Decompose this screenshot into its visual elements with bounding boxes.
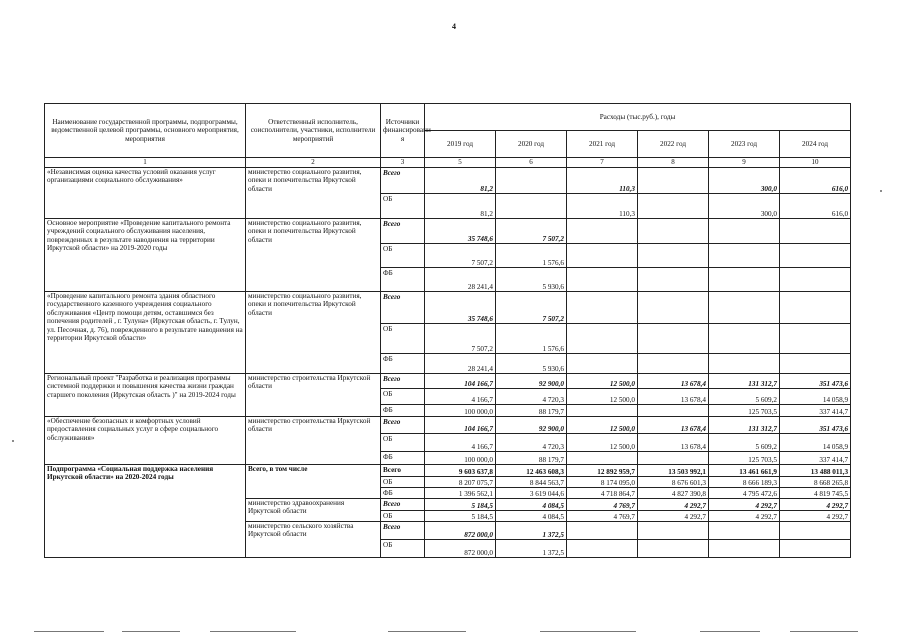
amount-cell: 8 668 265,8 (780, 477, 851, 488)
amount-cell: 300,0 (709, 194, 780, 219)
amount-cell: 13 678,4 (638, 374, 709, 389)
amount-cell: 4 827 390,8 (638, 488, 709, 499)
amount-cell: 131 312,7 (709, 417, 780, 434)
funding-source-cell: ФБ (381, 405, 425, 417)
amount-cell: 351 473,6 (780, 374, 851, 389)
executor-cell: министерство сельского хозяйства Иркутской области (246, 522, 381, 558)
scan-artifact (122, 631, 180, 632)
amount-cell: 81,2 (425, 194, 496, 219)
amount-cell: 5 609,2 (709, 389, 780, 405)
amount-cell (780, 219, 851, 244)
amount-cell (780, 244, 851, 268)
amount-cell: 100 000,0 (425, 405, 496, 417)
column-number: 10 (780, 158, 851, 168)
amount-cell (638, 219, 709, 244)
funding-source-cell: ОБ (381, 194, 425, 219)
funding-source-cell: Всего (381, 219, 425, 244)
amount-cell: 1 576,6 (496, 244, 567, 268)
amount-cell: 13 488 011,3 (780, 465, 851, 477)
amount-cell: 131 312,7 (709, 374, 780, 389)
amount-cell: 5 930,6 (496, 354, 567, 374)
amount-cell: 300,0 (709, 168, 780, 194)
amount-cell: 4 795 472,6 (709, 488, 780, 499)
amount-cell: 351 473,6 (780, 417, 851, 434)
amount-cell: 616,0 (780, 168, 851, 194)
amount-cell: 8 666 189,3 (709, 477, 780, 488)
amount-cell: 872 000,0 (425, 540, 496, 558)
amount-cell: 5 184,5 (425, 511, 496, 522)
amount-cell (780, 324, 851, 354)
amount-cell: 35 748,6 (425, 219, 496, 244)
amount-cell: 28 241,4 (425, 354, 496, 374)
column-number: 1 (45, 158, 246, 168)
amount-cell: 100 000,0 (425, 452, 496, 465)
scan-artifact (388, 631, 466, 632)
funding-source-cell: Всего (381, 292, 425, 324)
amount-cell (567, 268, 638, 292)
amount-cell (567, 540, 638, 558)
amount-cell (567, 324, 638, 354)
executor-cell: министерство социального развития, опеки и попечительства Иркутской области (246, 168, 381, 219)
amount-cell: 12 500,0 (567, 389, 638, 405)
amount-cell: 12 500,0 (567, 417, 638, 434)
column-number: 3 (381, 158, 425, 168)
header-year: 2022 год (638, 131, 709, 158)
funding-source-cell: ОБ (381, 244, 425, 268)
amount-cell (567, 522, 638, 540)
amount-cell: 28 241,4 (425, 268, 496, 292)
amount-cell: 4 292,7 (638, 511, 709, 522)
amount-cell (780, 522, 851, 540)
funding-source-cell: Всего (381, 465, 425, 477)
amount-cell (638, 244, 709, 268)
header-year: 2021 год (567, 131, 638, 158)
program-name-cell: «Обеспечение безопасных и комфортных условий предоставления социальных услуг в сфере социального обслуживания» (45, 417, 246, 465)
amount-cell (638, 168, 709, 194)
amount-cell: 7 507,2 (425, 244, 496, 268)
amount-cell (780, 268, 851, 292)
funding-source-cell: ОБ (381, 434, 425, 452)
scan-artifact (540, 631, 636, 632)
column-number: 7 (567, 158, 638, 168)
amount-cell: 13 678,4 (638, 417, 709, 434)
amount-cell: 1 396 562,1 (425, 488, 496, 499)
amount-cell: 4 718 864,7 (567, 488, 638, 499)
column-number: 5 (425, 158, 496, 168)
page-number: 4 (452, 22, 456, 31)
amount-cell: 8 207 075,7 (425, 477, 496, 488)
funding-source-cell: Всего (381, 374, 425, 389)
amount-cell: 9 603 637,8 (425, 465, 496, 477)
amount-cell: 7 507,2 (496, 292, 567, 324)
header-source: Источники финансировани я (381, 104, 425, 158)
amount-cell: 8 676 601,3 (638, 477, 709, 488)
amount-cell (709, 244, 780, 268)
amount-cell (638, 522, 709, 540)
executor-cell: министерство здравоохранения Иркутской области (246, 499, 381, 522)
amount-cell: 4 292,7 (780, 511, 851, 522)
amount-cell (709, 354, 780, 374)
header-year: 2019 год (425, 131, 496, 158)
scan-artifact (700, 631, 760, 632)
amount-cell (638, 354, 709, 374)
amount-cell: 5 609,2 (709, 434, 780, 452)
funding-source-cell: Всего (381, 417, 425, 434)
amount-cell: 4 292,7 (638, 499, 709, 511)
amount-cell: 4 084,5 (496, 511, 567, 522)
amount-cell: 1 372,5 (496, 522, 567, 540)
scan-artifact (12, 440, 14, 442)
amount-cell (567, 292, 638, 324)
funding-source-cell: ФБ (381, 354, 425, 374)
amount-cell: 12 500,0 (567, 434, 638, 452)
amount-cell (638, 292, 709, 324)
amount-cell (638, 540, 709, 558)
amount-cell: 7 507,2 (425, 324, 496, 354)
amount-cell: 125 703,5 (709, 452, 780, 465)
funding-source-cell: ОБ (381, 324, 425, 354)
amount-cell: 81,2 (425, 168, 496, 194)
amount-cell (709, 268, 780, 292)
executor-cell: министерство строительства Иркутской области (246, 374, 381, 417)
amount-cell: 13 503 992,1 (638, 465, 709, 477)
amount-cell (496, 194, 567, 219)
amount-cell: 4 720,3 (496, 389, 567, 405)
column-number: 8 (638, 158, 709, 168)
program-name-cell: Региональный проект "Разработка и реализация программы системной поддержки и повышения качества жизни граждан старшего поколения (Иркутская область )" на 2019-2024 годы (45, 374, 246, 417)
executor-cell: министерство социального развития, опеки и попечительства Иркутской области (246, 219, 381, 292)
amount-cell (638, 194, 709, 219)
funding-source-cell: ФБ (381, 452, 425, 465)
expenses-table (44, 103, 851, 558)
amount-cell: 110,3 (567, 194, 638, 219)
amount-cell (567, 219, 638, 244)
scan-artifact (790, 631, 858, 632)
amount-cell: 4 769,7 (567, 499, 638, 511)
amount-cell: 5 184,5 (425, 499, 496, 511)
amount-cell (709, 522, 780, 540)
amount-cell: 5 930,6 (496, 268, 567, 292)
funding-source-cell: ОБ (381, 540, 425, 558)
program-name-cell: Основное мероприятие «Проведение капитального ремонта учреждений социального обслуживания населения, поврежденных в результате наводнения на территории Иркутской области» на 2019-2020 годы (45, 219, 246, 292)
funding-source-cell: Всего (381, 522, 425, 540)
amount-cell: 14 058,9 (780, 389, 851, 405)
amount-cell: 1 576,6 (496, 324, 567, 354)
amount-cell: 104 166,7 (425, 417, 496, 434)
executor-cell: Всего, в том числе (246, 465, 381, 499)
amount-cell: 125 703,5 (709, 405, 780, 417)
amount-cell (780, 292, 851, 324)
amount-cell: 88 179,7 (496, 405, 567, 417)
amount-cell (709, 324, 780, 354)
amount-cell (567, 405, 638, 417)
amount-cell (567, 452, 638, 465)
amount-cell: 92 900,0 (496, 374, 567, 389)
amount-cell: 4 166,7 (425, 389, 496, 405)
amount-cell (709, 540, 780, 558)
amount-cell: 13 461 661,9 (709, 465, 780, 477)
funding-source-cell: ОБ (381, 389, 425, 405)
amount-cell: 13 678,4 (638, 389, 709, 405)
header-year: 2023 год (709, 131, 780, 158)
funding-source-cell: ФБ (381, 488, 425, 499)
header-year: 2024 год (780, 131, 851, 158)
amount-cell: 337 414,7 (780, 452, 851, 465)
amount-cell: 4 292,7 (780, 499, 851, 511)
amount-cell: 872 000,0 (425, 522, 496, 540)
amount-cell: 7 507,2 (496, 219, 567, 244)
amount-cell (567, 354, 638, 374)
scan-artifact (210, 631, 296, 632)
header-executor: Ответственный исполнитель, соисполнители, участники, исполнители мероприятий (246, 104, 381, 158)
amount-cell: 14 058,9 (780, 434, 851, 452)
funding-source-cell: Всего (381, 499, 425, 511)
column-number: 2 (246, 158, 381, 168)
amount-cell: 104 166,7 (425, 374, 496, 389)
amount-cell (780, 354, 851, 374)
amount-cell: 4 769,7 (567, 511, 638, 522)
funding-source-cell: ОБ (381, 477, 425, 488)
amount-cell: 4 292,7 (709, 499, 780, 511)
amount-cell (638, 452, 709, 465)
amount-cell: 3 619 044,6 (496, 488, 567, 499)
amount-cell: 4 720,3 (496, 434, 567, 452)
amount-cell: 337 414,7 (780, 405, 851, 417)
amount-cell (709, 219, 780, 244)
program-name-cell: «Проведение капитального ремонта здания областного государственного казенного учреждения социального обслуживания «Центр помощи детям, оставшимся без попечения родителей , г. Тулуна» (Иркутская область, г. Тулун, ул. Песочная, д. 76), поврежденного в результате наводнения на территории Иркутской области» (45, 292, 246, 374)
scan-artifact (880, 190, 882, 192)
executor-cell: министерство строительства Иркутской области (246, 417, 381, 465)
amount-cell: 88 179,7 (496, 452, 567, 465)
amount-cell (780, 540, 851, 558)
column-number: 6 (496, 158, 567, 168)
program-name-cell: «Независимая оценка качества условий оказания услуг организациями социального обслуживания» (45, 168, 246, 219)
header-expenses: Расходы (тыс.руб.), годы (425, 104, 851, 131)
amount-cell: 12 892 959,7 (567, 465, 638, 477)
amount-cell: 4 084,5 (496, 499, 567, 511)
amount-cell (567, 244, 638, 268)
amount-cell (709, 292, 780, 324)
column-number: 9 (709, 158, 780, 168)
amount-cell: 4 292,7 (709, 511, 780, 522)
amount-cell (496, 168, 567, 194)
subprogram-name-cell: Подпрограмма «Социальная поддержка населения Иркутской области» на 2020-2024 годы (45, 465, 246, 558)
amount-cell: 1 372,5 (496, 540, 567, 558)
amount-cell (638, 405, 709, 417)
header-name: Наименование государственной программы, подпрограммы, ведомственной целевой программы, основного мероприятия, мероприятия (45, 104, 246, 158)
amount-cell: 12 463 608,3 (496, 465, 567, 477)
amount-cell: 8 844 563,7 (496, 477, 567, 488)
amount-cell (638, 324, 709, 354)
funding-source-cell: ФБ (381, 268, 425, 292)
amount-cell: 110,3 (567, 168, 638, 194)
amount-cell (638, 268, 709, 292)
amount-cell: 4 166,7 (425, 434, 496, 452)
amount-cell: 13 678,4 (638, 434, 709, 452)
amount-cell: 35 748,6 (425, 292, 496, 324)
header-year: 2020 год (496, 131, 567, 158)
funding-source-cell: Всего (381, 168, 425, 194)
amount-cell: 4 819 745,5 (780, 488, 851, 499)
scan-artifact (34, 631, 104, 632)
amount-cell: 12 500,0 (567, 374, 638, 389)
amount-cell: 8 174 095,0 (567, 477, 638, 488)
funding-source-cell: ОБ (381, 511, 425, 522)
amount-cell: 616,0 (780, 194, 851, 219)
executor-cell: министерство социального развития, опеки и попечительства Иркутской области (246, 292, 381, 374)
amount-cell: 92 900,0 (496, 417, 567, 434)
